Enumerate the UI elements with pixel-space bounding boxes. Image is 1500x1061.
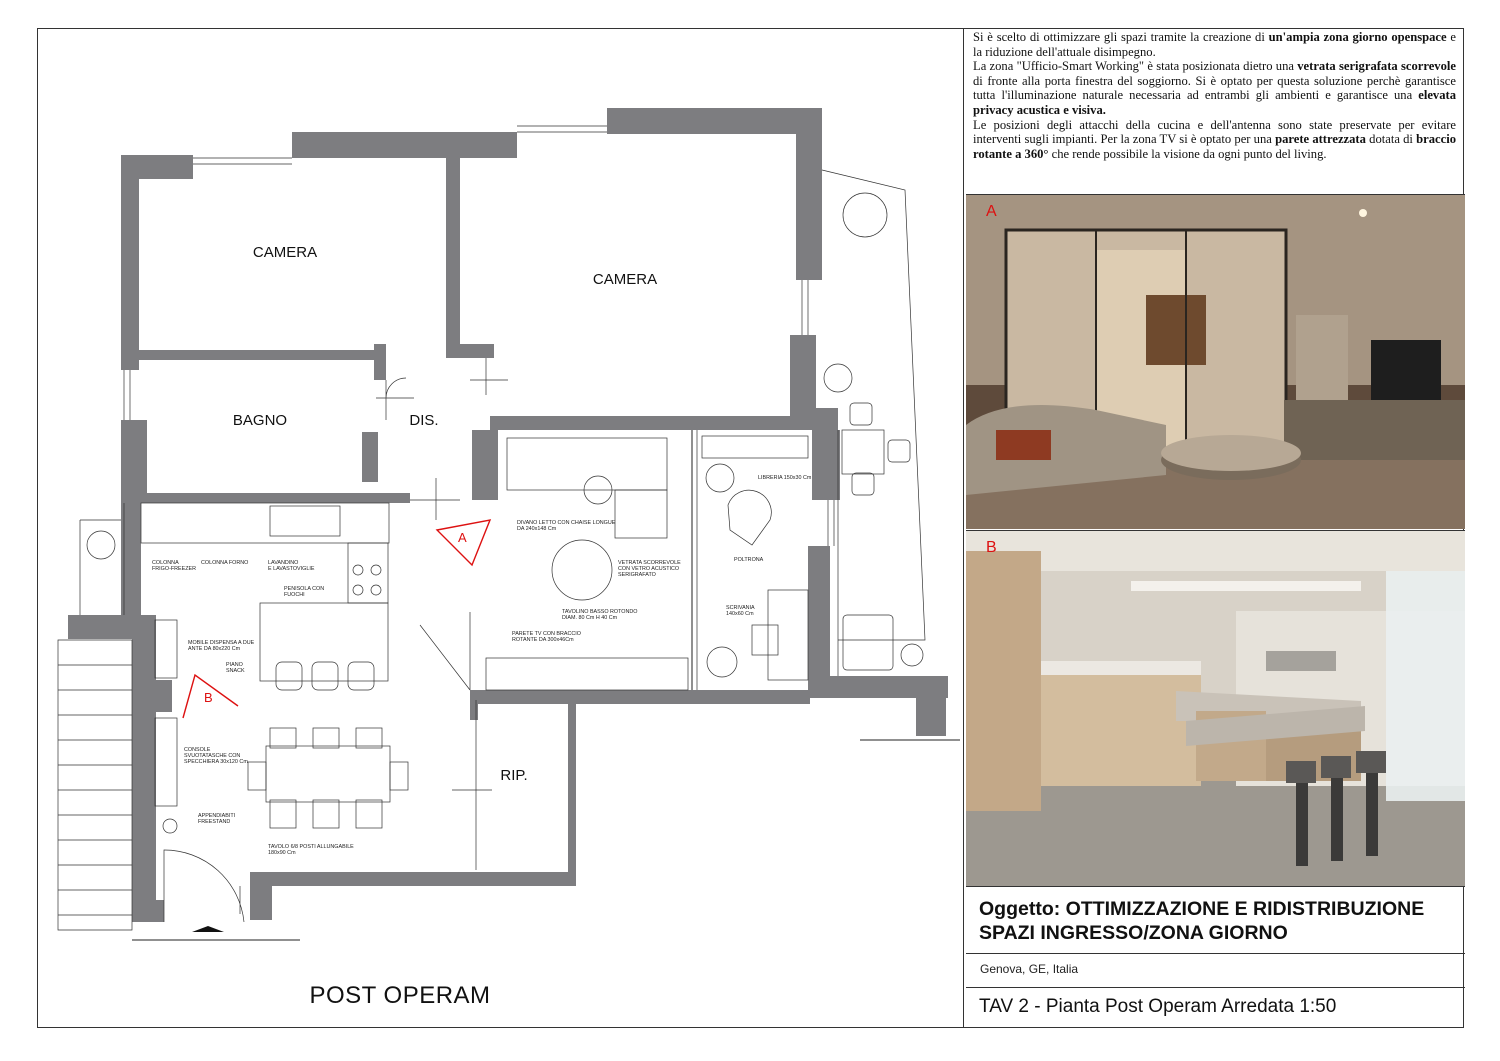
description-run: braccio rotante a 360°: [973, 132, 1457, 161]
subject-title: Oggetto: OTTIMIZZAZIONE E RIDISTRIBUZIONE SPAZI INGRESSO/ZONA GIORNO: [979, 898, 1425, 944]
furniture-notes: [152, 475, 812, 856]
svg-text:APPENDIABITIFREESTAND: APPENDIABITI FREESTAND: [198, 813, 236, 825]
room-label-camera-1: CAMERA: [252, 244, 318, 261]
description-run: parete attrezzata: [1275, 132, 1366, 147]
room-label-dis: DIS.: [409, 412, 439, 429]
svg-text:POLTRONA: POLTRONA: [734, 557, 764, 563]
render-photo-b: [966, 530, 1465, 887]
table-title: TAV 2 - Pianta Post Operam Arredata 1:50: [979, 996, 1337, 1017]
room-label-bagno: BAGNO: [232, 412, 288, 429]
svg-text:TAVOLO 6/8 POSTI ALLUNGABILE18: TAVOLO 6/8 POSTI ALLUNGABILE 180x90 Cm: [268, 844, 354, 856]
walls: [68, 108, 948, 922]
sheet-divider: [963, 28, 964, 1028]
photo-b-label: B: [986, 539, 997, 556]
description-run: dotata di: [1365, 132, 1417, 147]
svg-text:CONSOLESVUOTATASCHE CONSPECCHI: CONSOLE SVUOTATASCHE CON SPECCHIERA 30x120 Cm: [184, 747, 248, 765]
description-run: La zona "Ufficio-Smart Working" è stata posizionata dietro una: [973, 59, 1298, 74]
render-photo-a: [966, 194, 1465, 529]
description-paragraph-3: [973, 118, 1456, 162]
description-run: di fronte alla porta finestra del soggiorno. Si è optato per questa soluzione perchè garantisce tutta l'illuminazione naturale necessaria ad entrambi gli ambienti e garantisce una: [973, 73, 1456, 103]
room-label-camera-2: CAMERA: [592, 271, 658, 288]
svg-text:TAVOLINO BASSO ROTONDODIAM. 80: TAVOLINO BASSO ROTONDO DIAM. 80 Cm H 40 Cm: [562, 609, 638, 621]
description-run: un'ampia zona giorno openspace: [1268, 30, 1447, 44]
svg-text:B: B: [204, 690, 213, 705]
subject-box: [966, 886, 1465, 954]
svg-text:DIVANO LETTO CON CHAISE LONGUE: DIVANO LETTO CON CHAISE LONGUE DA 240x148 Cm: [517, 520, 616, 532]
svg-text:COLONNA FORNO: COLONNA FORNO: [201, 560, 249, 566]
description-paragraph-2: [973, 59, 1456, 117]
description-run: vetrata serigrafata scorrevole: [1297, 59, 1456, 74]
svg-text:A: A: [458, 530, 467, 545]
room-label-rip: RIP.: [500, 767, 528, 784]
plan-title: POST OPERAM: [309, 982, 491, 1009]
view-marker-a: [437, 520, 490, 565]
svg-text:VETRATA SCORREVOLECON VETRO AC: VETRATA SCORREVOLE CON VETRO ACUSTICO SERIGRAFATO: [618, 560, 681, 578]
svg-text:PARETE TV CON BRACCIOROTANTE D: PARETE TV CON BRACCIO ROTANTE DA 300x46Cm: [512, 631, 581, 643]
description-paragraph-1: [973, 30, 1456, 59]
svg-text:LAVANDINOE LAVASTOVIGLIE: LAVANDINO E LAVASTOVIGLIE: [268, 560, 315, 572]
svg-text:LIBRERIA 150x30 Cm: LIBRERIA 150x30 Cm: [758, 475, 812, 481]
svg-text:MOBILE DISPENSA A DUEANTE DA 8: MOBILE DISPENSA A DUE ANTE DA 80x220 Cm: [188, 640, 255, 652]
location-text: Genova, GE, Italia: [980, 962, 1079, 976]
svg-text:PIANOSNACK: PIANO SNACK: [226, 662, 245, 674]
windows: [124, 126, 834, 615]
svg-text:PENISOLA CONFUOCHI: PENISOLA CON FUOCHI: [284, 586, 325, 598]
description-run: che rende possibile la visione da ogni punto del living.: [1048, 146, 1327, 161]
location-divider: [966, 987, 1465, 988]
description-run: Si è scelto di ottimizzare gli spazi tramite la creazione di: [973, 30, 1269, 44]
svg-text:COLONNAFRIGO-FREEZER: COLONNA FRIGO-FREEZER: [152, 560, 197, 572]
view-marker-b: [183, 675, 238, 718]
photo-a-label: A: [986, 203, 997, 220]
description-run: elevata privacy acustica e visiva.: [973, 88, 1456, 117]
description-run: e la riduzione dell'attuale disimpegno.: [973, 30, 1456, 59]
description-run: Le posizioni degli attacchi della cucina e dell'antenna sono state preservate per evitare interventi sugli impianti. Per la zona TV si è optato per una: [973, 117, 1456, 147]
svg-text:SCRIVANIA140x60 Cm: SCRIVANIA 140x60 Cm: [726, 605, 755, 617]
project-description: [973, 30, 1456, 161]
